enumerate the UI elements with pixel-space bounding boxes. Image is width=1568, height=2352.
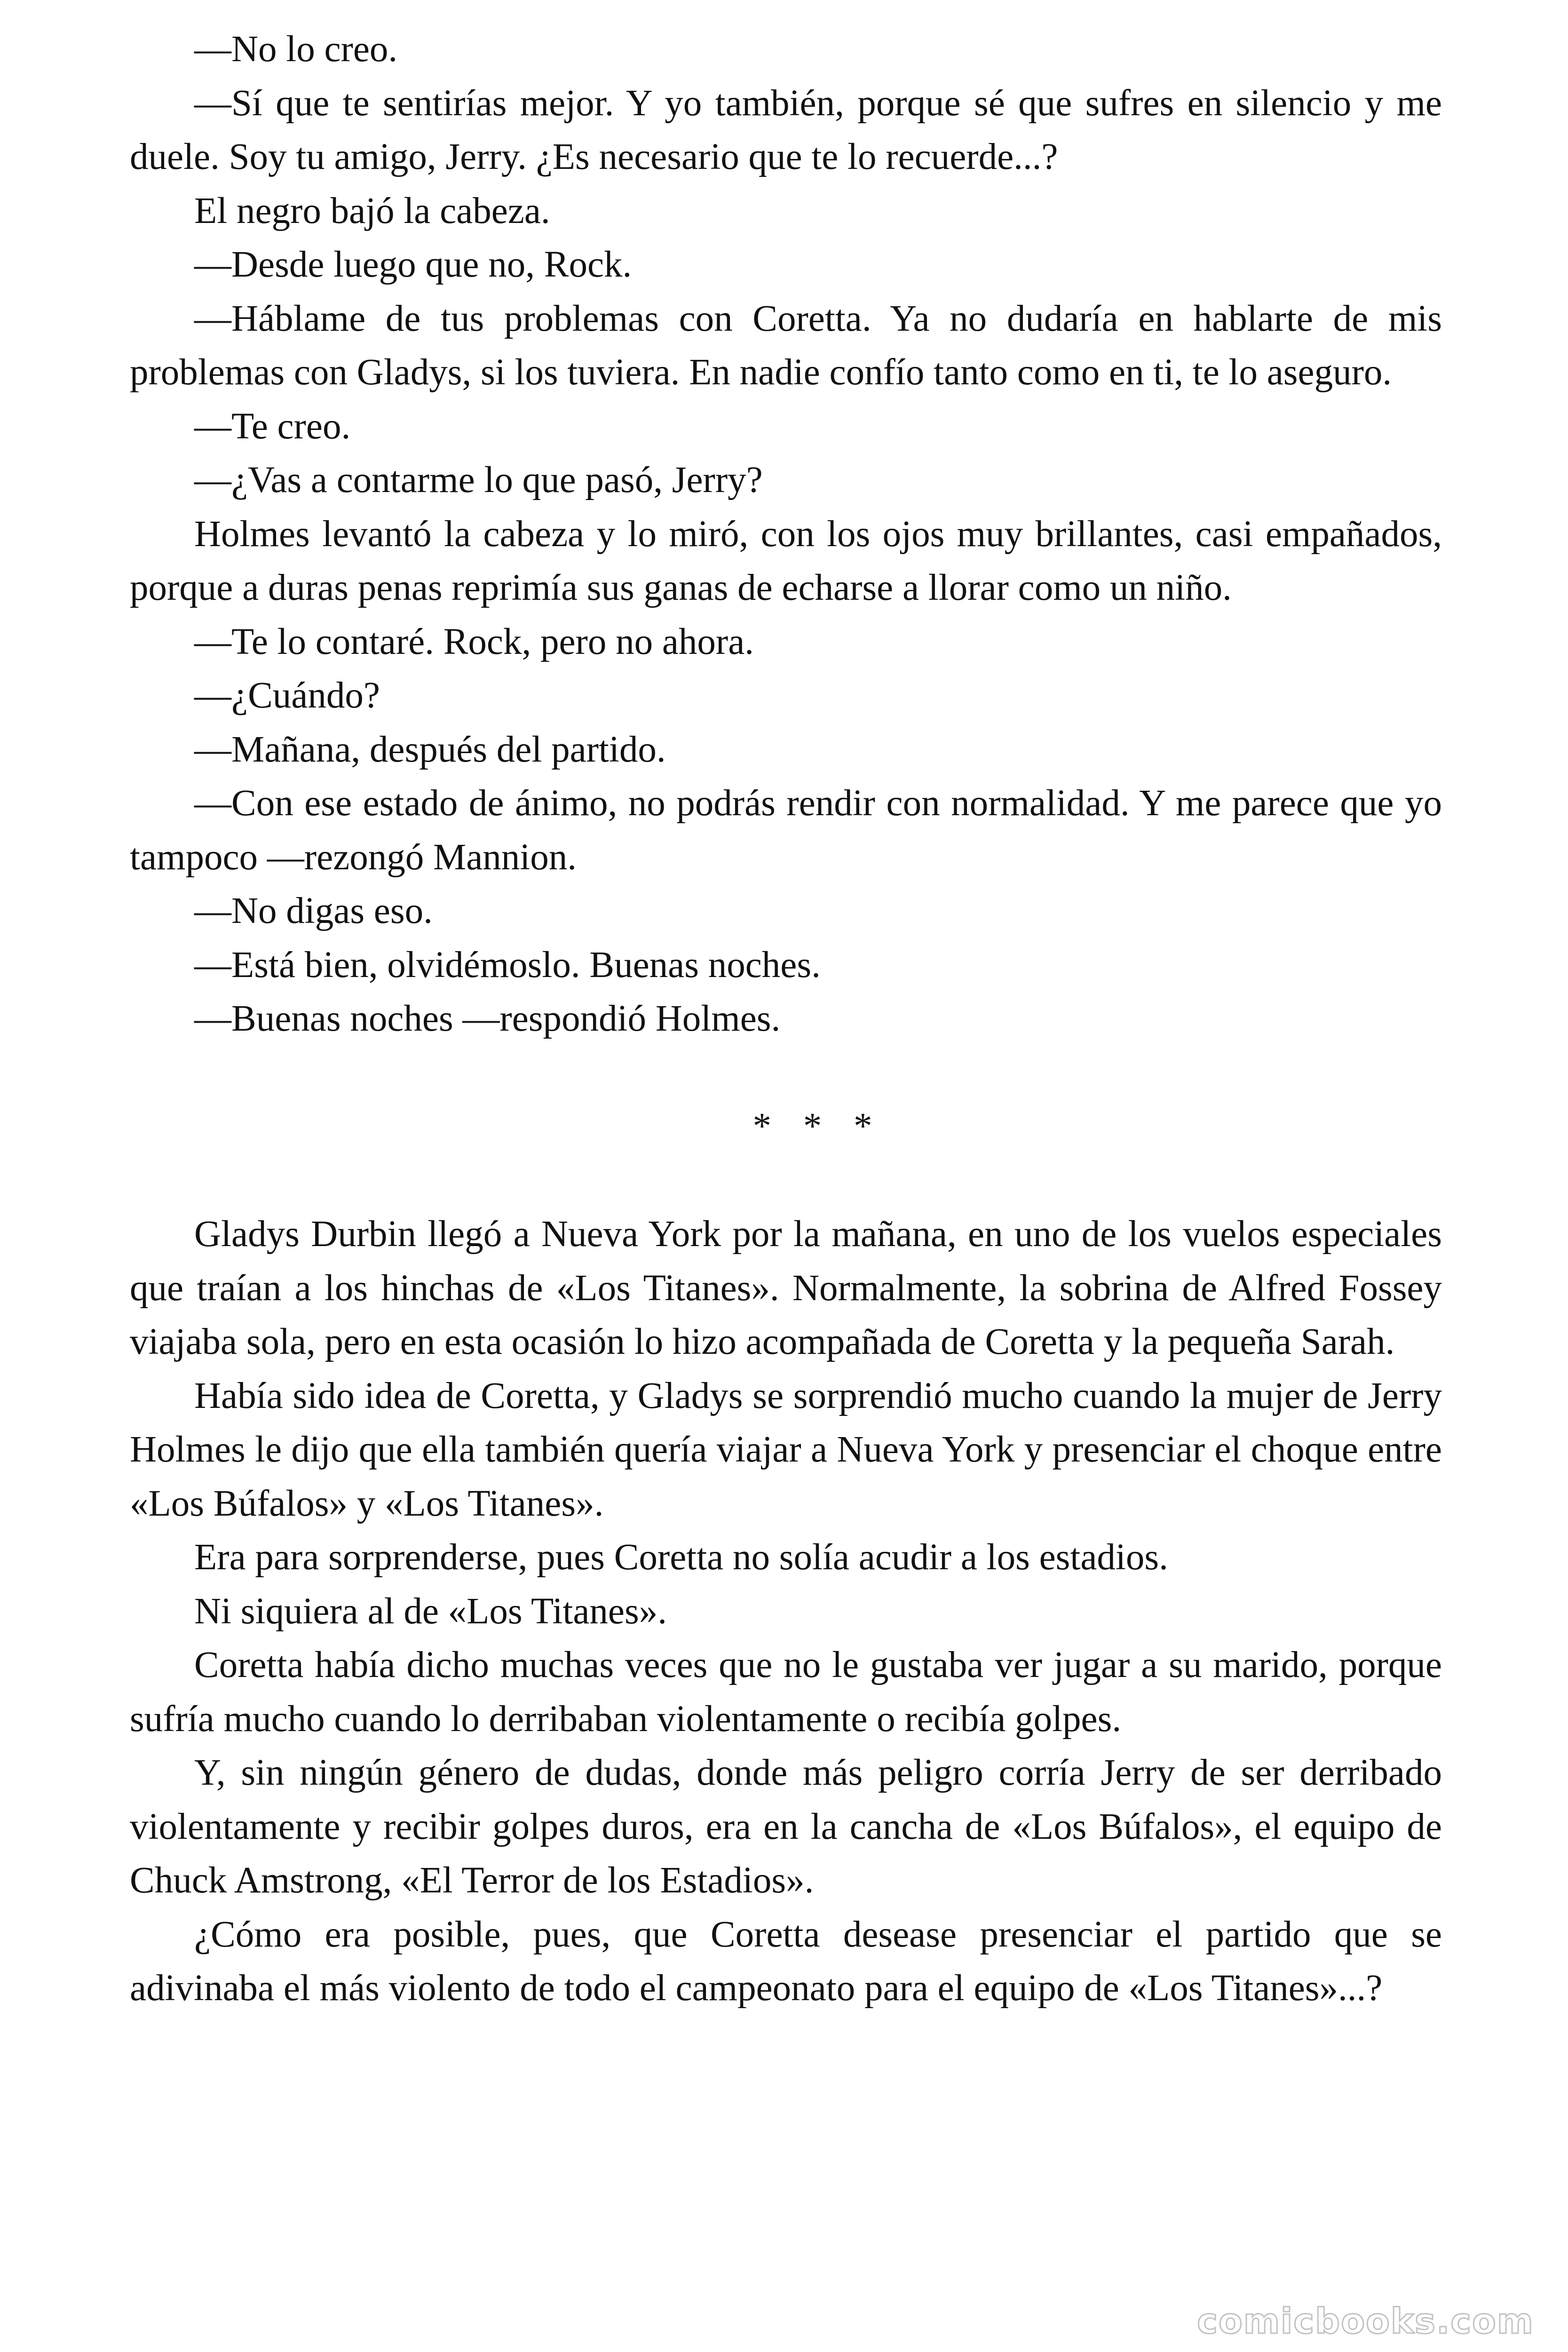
paragraph: —No digas eso. [194, 890, 433, 931]
paragraph: Gladys Durbin llegó a Nueva York por la mañana, en uno de los vuelos especiales que traían a los hinchas de «Los Titanes». Normalmente, la sobrina de Alfred Fossey viajaba sola, pero en esta ocasión lo hizo acompañada de Coretta y la pequeña Sarah. [130, 1214, 1442, 1362]
paragraph: —Buenas noches —respondió Holmes. [194, 998, 781, 1039]
paragraph: El negro bajó la cabeza. [194, 190, 550, 231]
paragraph: Y, sin ningún género de dudas, donde más peligro corría Jerry de ser derribado violentamente y recibir golpes duros, era en la cancha de «Los Búfalos», el equipo de Chuck Amstrong, «El Terror de los Estadios». [130, 1752, 1442, 1901]
paragraph: —Te lo contaré. Rock, pero no ahora. [194, 621, 754, 662]
paragraph: Coretta había dicho muchas veces que no le gustaba ver jugar a su marido, porque sufría mucho cuando lo derribaban violentamente o recibía golpes. [130, 1645, 1442, 1740]
paragraph: —Háblame de tus problemas con Coretta. Ya no dudaría en hablarte de mis problemas con Gladys, si los tuviera. En nadie confío tanto como en ti, te lo aseguro. [130, 298, 1442, 393]
paragraph: —Está bien, olvidémoslo. Buenas noches. [194, 944, 821, 985]
body-text [130, 23, 1442, 2016]
paragraph: —Sí que te sentirías mejor. Y yo también, porque sé que sufres en silencio y me duele. Soy tu amigo, Jerry. ¿Es necesario que te lo recuerde...? [130, 82, 1442, 177]
paragraph: Holmes levantó la cabeza y lo miró, con los ojos muy brillantes, casi empañados, porque a duras penas reprimía sus ganas de echarse a llorar como un niño. [130, 513, 1442, 608]
paragraph: Había sido idea de Coretta, y Gladys se sorprendió mucho cuando la mujer de Jerry Holmes le dijo que ella también quería viajar a Nueva York y presenciar el choque entre «Los Búfalos» y «Los Titanes». [130, 1375, 1442, 1524]
paragraph: —No lo creo. [194, 29, 398, 70]
watermark: comicbooks.com [1197, 2301, 1534, 2342]
paragraph: —¿Cuándo? [194, 675, 380, 716]
paragraph: —Mañana, después del partido. [194, 729, 666, 770]
paragraph: Era para sorprenderse, pues Coretta no solía acudir a los estadios. [194, 1537, 1168, 1578]
paragraph-group-top [130, 23, 1442, 1046]
paragraph: Ni siquiera al de «Los Titanes». [194, 1590, 667, 1632]
paragraph: —¿Vas a contarme lo que pasó, Jerry? [194, 460, 763, 501]
paragraph-group-bottom [130, 1208, 1442, 2016]
paragraph: —Con ese estado de ánimo, no podrás rendir con normalidad. Y me parece que yo tampoco —rezongó Mannion. [130, 783, 1442, 878]
paragraph: —Desde luego que no, Rock. [194, 244, 632, 285]
section-separator: * * * [752, 1106, 884, 1147]
paragraph: —Te creo. [194, 405, 351, 447]
paragraph: ¿Cómo era posible, pues, que Coretta desease presenciar el partido que se adivinaba el más violento de todo el campeonato para el equipo de «Los Titanes»...? [130, 1914, 1442, 2009]
